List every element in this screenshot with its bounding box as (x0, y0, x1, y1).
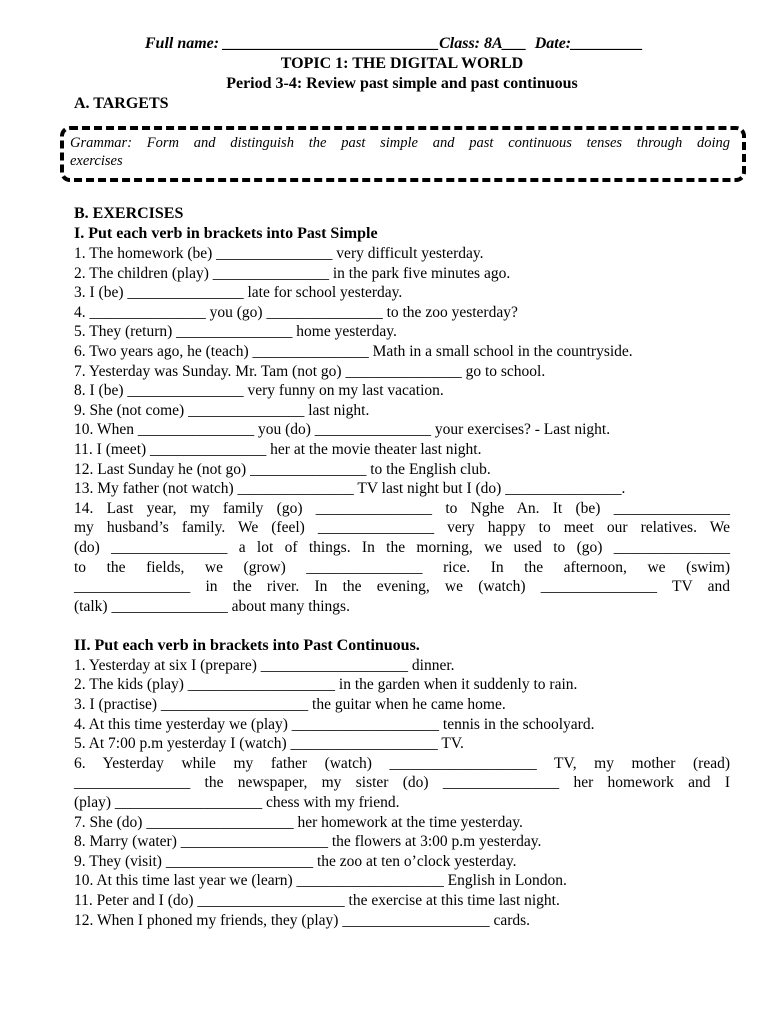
section-a-heading: A. TARGETS (74, 95, 169, 112)
page-subtitle: Period 3-4: Review past simple and past continuous (226, 75, 578, 92)
exercise-item: 3. I (practise) ___________________ the guitar when he came home. (74, 696, 506, 714)
exercise-item: 7. She (do) ___________________ her homework at the time yesterday. (74, 813, 523, 831)
section-b-heading: B. EXERCISES (74, 205, 184, 222)
paragraph-line: to the fields, we (grow) _______________ rice. In the afternoon, we (swim) (74, 558, 730, 576)
exercise-item: 11. Peter and I (do) ___________________ the exercise at this time last night. (74, 892, 560, 909)
paragraph-line: 6. Yesterday while my father (watch) ___________________ TV, my mother (read) (74, 754, 730, 772)
exercise-item: 8. I (be) _______________ very funny on my last vacation. (74, 382, 444, 400)
exercise-item: 6. Two years ago, he (teach) _______________ Math in a small school in the countryside. (74, 342, 633, 360)
part-1-heading: I. Put each verb in brackets into Past Simple (74, 225, 378, 242)
paragraph-line: _______________ in the river. In the evening, we (watch) _______________ TV and (74, 578, 730, 596)
full-name-label: Full name: (144, 35, 220, 52)
exercise-item: 10. When _______________ you (do) _______________ your exercises? - Last night. (74, 421, 611, 439)
exercise-item: 1. Yesterday at six I (prepare) ___________________ dinner. (74, 656, 455, 674)
class-label: Class: 8A___ (439, 35, 527, 52)
exercise-item: 12. When I phoned my friends, they (play) ___________________ cards. (74, 911, 531, 929)
paragraph-line: 14. Last year, my family (go) _______________ to Nghe An. It (be) _______________ (74, 499, 730, 517)
date-label: Date:_________ (534, 35, 644, 52)
full-name-blank: ___________________________ (223, 35, 440, 52)
grammar-target-line-2: exercises (70, 153, 123, 169)
part-2-heading: II. Put each verb in brackets into Past Continuous. (74, 636, 420, 654)
paragraph-line: (do) _______________ a lot of things. In the morning, we used to (go) _______________ (74, 538, 730, 556)
page-title: TOPIC 1: THE DIGITAL WORLD (280, 55, 524, 72)
exercise-item: 2. The children (play) _______________ in the park five minutes ago. (74, 264, 511, 282)
part-2-exercise-list (74, 656, 730, 930)
exercise-item: 2. The kids (play) ___________________ in the garden when it suddenly to rain. (74, 676, 578, 694)
exercise-item: 4. _______________ you (go) _______________ to the zoo yesterday? (74, 303, 518, 321)
exercise-item-14-paragraph (74, 499, 730, 617)
exercise-item: 3. I (be) _______________ late for school yesterday. (74, 284, 403, 302)
exercise-item-6-paragraph (74, 754, 730, 813)
exercise-item: 5. At 7:00 p.m yesterday I (watch) ___________________ TV. (74, 735, 464, 753)
exercise-item: 8. Marry (water) ___________________ the flowers at 3:00 p.m yesterday. (74, 833, 542, 851)
exercise-item: 7. Yesterday was Sunday. Mr. Tam (not go) _______________ go to school. (74, 362, 546, 380)
paragraph-line: _______________ the newspaper, my sister (do) _______________ her homework and I (74, 774, 730, 792)
paragraph-line: my husband’s family. We (feel) _______________ very happy to meet our relatives. We (74, 519, 730, 537)
grammar-target-line-1: Grammar: Form and distinguish the past simple and past continuous tenses through doing (70, 135, 730, 151)
exercise-item: 1. The homework (be) _______________ very difficult yesterday. (74, 245, 484, 262)
exercise-item: 5. They (return) _______________ home yesterday. (74, 323, 397, 341)
grammar-target-text (70, 134, 730, 170)
exercise-item: 12. Last Sunday he (not go) _______________ to the English club. (74, 460, 491, 478)
exercise-item: 10. At this time last year we (learn) ___________________ English in London. (74, 872, 567, 890)
student-info-header (58, 34, 730, 54)
exercise-item: 13. My father (not watch) _______________ TV last night but I (do) _______________. (74, 480, 626, 498)
paragraph-line: (play) ___________________ chess with my friend. (74, 794, 400, 812)
exercise-item: 9. She (not come) _______________ last night. (74, 401, 370, 419)
exercise-item: 9. They (visit) ___________________ the zoo at ten o’clock yesterday. (74, 852, 517, 870)
paragraph-line: (talk) _______________ about many things. (74, 597, 350, 615)
exercise-item: 11. I (meet) _______________ her at the movie theater last night. (74, 440, 482, 458)
exercise-item: 4. At this time yesterday we (play) ___________________ tennis in the schoolyard. (74, 715, 595, 733)
worksheet-page (70, 34, 730, 930)
part-1-exercise-list (74, 244, 730, 616)
